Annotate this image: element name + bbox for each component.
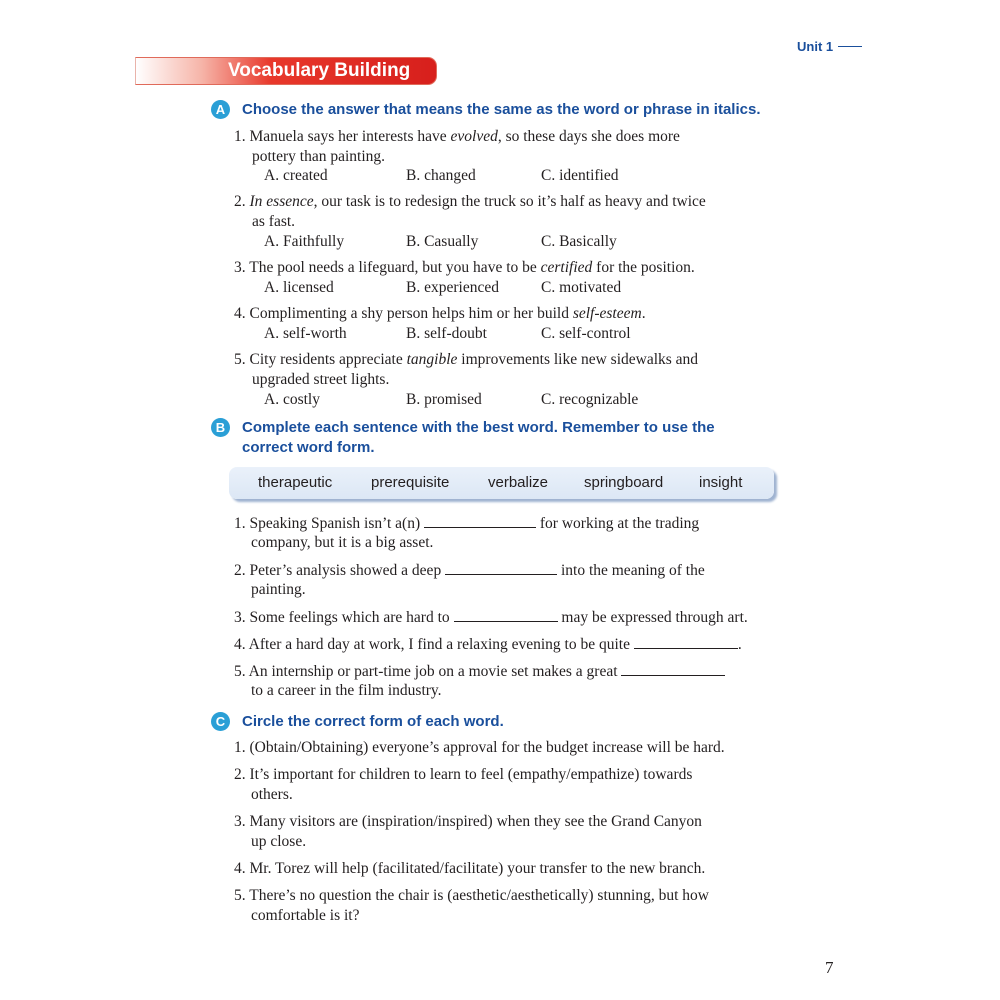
option-a2-b[interactable]: B. Casually [406, 233, 479, 250]
italic-term: tangible [406, 351, 458, 368]
word-bank-item: prerequisite [371, 474, 450, 491]
question-number: 2. [234, 766, 246, 783]
question-a2 [234, 192, 706, 211]
section-c-heading [211, 712, 504, 732]
question-text: . [641, 305, 646, 322]
question-a5-continued: upgraded street lights. [252, 371, 390, 388]
question-text: City residents appreciate [249, 351, 407, 368]
question-text: may be expressed through art. [557, 609, 748, 626]
option-a4-c[interactable]: C. self-control [541, 325, 631, 342]
question-c3 [234, 812, 702, 831]
italic-term: In essence [249, 193, 314, 210]
question-c2-continued: others. [251, 786, 293, 803]
italic-term: self-esteem [572, 305, 642, 322]
question-text: There’s no question the chair is (aesthetic/aesthetically) stunning, but how [249, 887, 709, 904]
unit-label [797, 39, 862, 54]
question-a4 [234, 304, 646, 323]
answer-blank[interactable] [634, 634, 738, 649]
question-b5 [234, 661, 725, 681]
question-number: 5. [234, 887, 246, 904]
unit-label-text: Unit 1 [797, 39, 834, 54]
question-text: for the position. [592, 259, 695, 276]
question-b1-continued: company, but it is a big asset. [251, 534, 434, 551]
question-b5-continued: to a career in the film industry. [251, 682, 442, 699]
question-number: 1. [234, 515, 246, 532]
question-c5 [234, 886, 709, 905]
unit-label-rule [838, 46, 862, 48]
option-a5-b[interactable]: B. promised [406, 391, 482, 408]
question-number: 4. [234, 636, 246, 653]
section-b-heading [211, 418, 715, 458]
section-banner [135, 57, 437, 85]
answer-blank[interactable] [621, 661, 725, 676]
section-b-instruction [242, 418, 715, 458]
word-bank-item: therapeutic [258, 474, 333, 491]
question-number: 4. [234, 860, 246, 877]
instruction-line: correct word form. [242, 439, 375, 456]
option-a3-b[interactable]: B. experienced [406, 279, 499, 296]
question-text: Mr. Torez will help (facilitated/facilitate) your transfer to the new branch. [249, 860, 706, 877]
option-a1-c[interactable]: C. identified [541, 167, 619, 184]
question-text: . [737, 636, 742, 653]
question-text: Some feelings which are hard to [249, 609, 454, 626]
option-a3-c[interactable]: C. motivated [541, 279, 622, 296]
option-a4-b[interactable]: B. self-doubt [406, 325, 487, 342]
option-a2-c[interactable]: C. Basically [541, 233, 617, 250]
question-number: 2. [234, 562, 246, 579]
question-text: for working at the trading [536, 515, 700, 532]
question-b4 [234, 634, 742, 654]
question-c1 [234, 738, 725, 757]
question-c2 [234, 765, 692, 784]
answer-blank[interactable] [445, 560, 557, 575]
question-b2-continued: painting. [251, 581, 306, 598]
question-c5-continued: comfortable is it? [251, 907, 360, 924]
section-a-heading [211, 100, 761, 120]
question-text: Complimenting a shy person helps him or her build [249, 305, 573, 322]
section-c-badge: C [211, 712, 230, 731]
question-text: improvements like new sidewalks and [457, 351, 699, 368]
option-a1-a[interactable]: A. created [264, 167, 328, 184]
banner-title: Vocabulary Building [228, 60, 411, 81]
question-number: 5. [234, 351, 246, 368]
question-number: 1. [234, 739, 246, 756]
option-a2-a[interactable]: A. Faithfully [264, 233, 345, 250]
instruction-line: Complete each sentence with the best word. Remember to use the [242, 419, 715, 436]
question-b3 [234, 607, 748, 627]
answer-blank[interactable] [454, 607, 558, 622]
word-bank-item: verbalize [488, 474, 549, 491]
question-text: It’s important for children to learn to feel (empathy/empathize) towards [249, 766, 693, 783]
option-a4-a[interactable]: A. self-worth [264, 325, 347, 342]
question-text: An internship or part-time job on a movie set makes a great [248, 663, 622, 680]
question-text: Many visitors are (inspiration/inspired) when they see the Grand Canyon [249, 813, 702, 830]
question-text: Peter’s analysis showed a deep [249, 562, 446, 579]
question-a3 [234, 258, 695, 277]
option-a5-c[interactable]: C. recognizable [541, 391, 639, 408]
italic-term: evolved [450, 128, 498, 145]
question-a1-continued: pottery than painting. [252, 148, 386, 165]
section-c-instruction: Circle the correct form of each word. [242, 713, 504, 730]
question-c4 [234, 859, 705, 878]
option-a5-a[interactable]: A. costly [264, 391, 320, 408]
question-text: , our task is to redesign the truck so it’s half as heavy and twice [313, 193, 706, 210]
question-number: 4. [234, 305, 246, 322]
question-text: The pool needs a lifeguard, but you have to be [249, 259, 541, 276]
question-text: into the meaning of the [557, 562, 705, 579]
italic-term: certified [540, 259, 593, 276]
question-number: 1. [234, 128, 246, 145]
section-a-badge: A [211, 100, 230, 119]
option-a3-a[interactable]: A. licensed [264, 279, 334, 296]
question-b1 [234, 513, 699, 533]
question-c3-continued: up close. [251, 833, 307, 850]
answer-blank[interactable] [424, 513, 536, 528]
question-number: 3. [234, 813, 246, 830]
question-text: After a hard day at work, I find a relaxing evening to be quite [248, 636, 634, 653]
page-number: 7 [825, 958, 834, 977]
question-text: Manuela says her interests have [249, 128, 451, 145]
word-bank-item: insight [699, 474, 743, 491]
question-number: 2. [234, 193, 246, 210]
option-a1-b[interactable]: B. changed [406, 167, 476, 184]
question-text: , so these days she does more [497, 128, 680, 145]
word-bank-item: springboard [584, 474, 664, 491]
word-bank [229, 467, 774, 499]
question-number: 5. [234, 663, 246, 680]
question-a2-continued: as fast. [252, 213, 296, 230]
section-a-instruction: Choose the answer that means the same as the word or phrase in italics. [242, 101, 761, 118]
question-b2 [234, 560, 705, 580]
section-b-badge: B [211, 418, 230, 437]
question-a5 [234, 350, 698, 369]
question-a1 [234, 127, 680, 146]
question-number: 3. [234, 259, 246, 276]
question-text: Speaking Spanish isn’t a(n) [249, 515, 425, 532]
question-number: 3. [234, 609, 246, 626]
question-text: (Obtain/Obtaining) everyone’s approval for the budget increase will be hard. [249, 739, 725, 756]
